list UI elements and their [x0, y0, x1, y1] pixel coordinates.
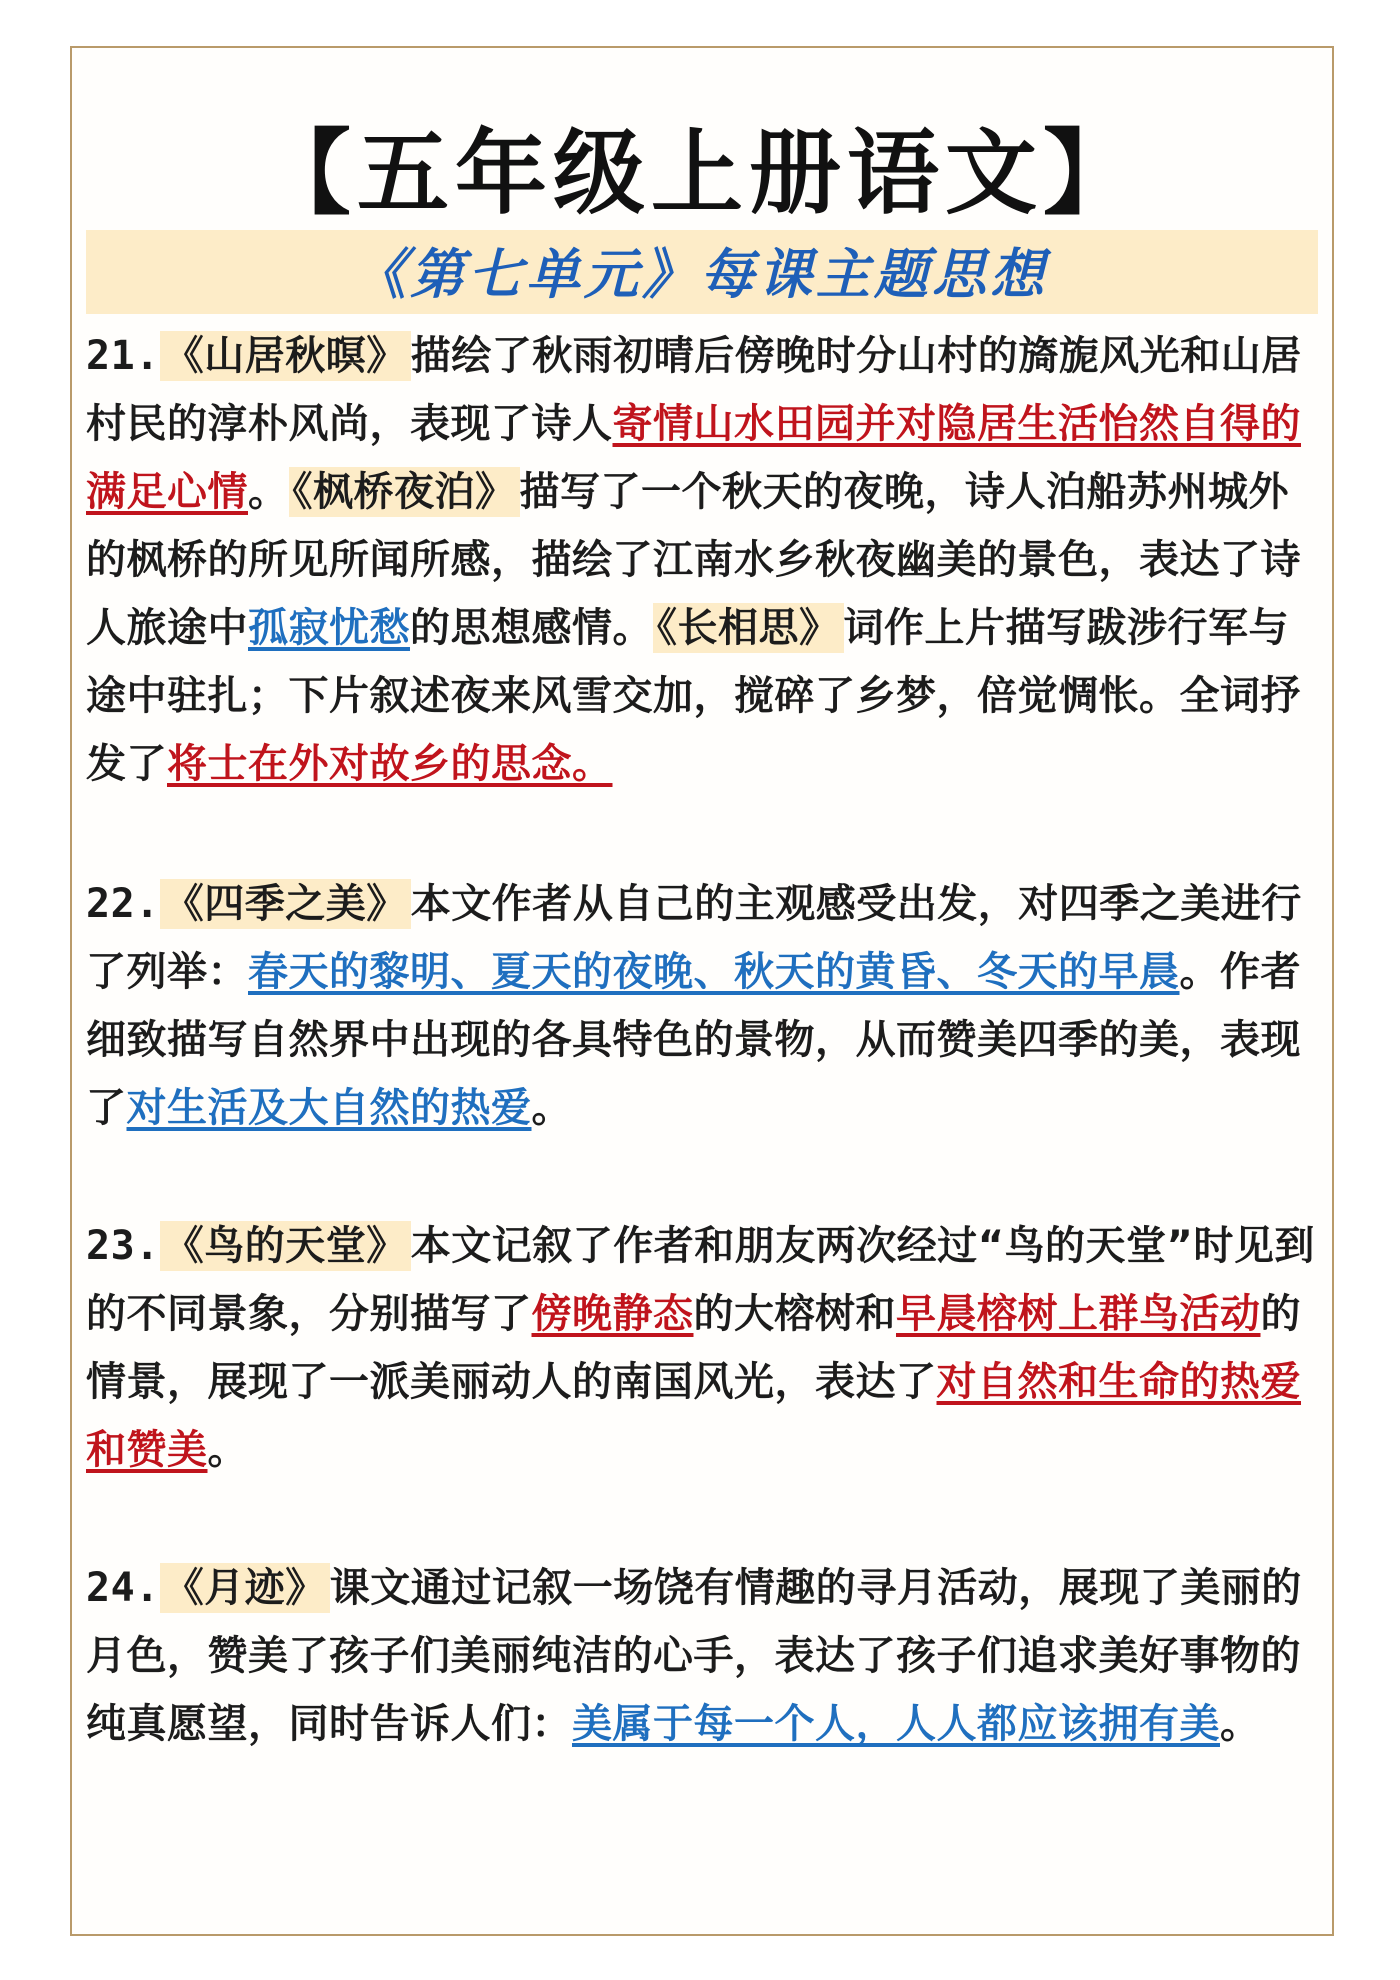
body-text: 。	[248, 469, 289, 515]
page-subtitle: 《第七单元》每课主题思想	[352, 242, 1048, 306]
body-text: 。	[1220, 1701, 1261, 1747]
key-phrase-red: 寄情山水田园并对隐居生活怡然自得的满足心情	[86, 401, 1301, 515]
body-text: 。	[531, 1085, 572, 1131]
body-text: 描绘了秋雨初晴后傍晚时分山村的旖旎风光和山居村民的淳朴风尚，表现了诗人	[86, 333, 1302, 447]
lesson-title: 《长相思》	[653, 603, 844, 653]
body-text: 的大榕树和	[693, 1291, 896, 1337]
body-text: 的思想感情。	[410, 605, 653, 651]
lesson-title: 《月迹》	[160, 1563, 330, 1613]
lesson-title: 《鸟的天堂》	[160, 1221, 411, 1271]
lesson-title: 《四季之美》	[160, 879, 411, 929]
key-phrase-blue: 春天的黎明、夏天的夜晚、秋天的黄昏、冬天的早晨	[248, 949, 1180, 995]
body-text: 本文记叙了作者和朋友两次经过“鸟的天堂”时见到的不同景象，分别描写了	[86, 1223, 1315, 1337]
body-text: 。	[207, 1427, 248, 1473]
key-phrase-red: 早晨榕树上群鸟活动	[896, 1291, 1261, 1337]
body-text: 本文作者从自己的主观感受出发，对四季之美进行了列举：	[86, 881, 1302, 995]
page-title: 【五年级上册语文】	[258, 119, 1141, 227]
lesson-title: 《枫桥夜泊》	[289, 467, 520, 517]
lesson-22	[86, 870, 1320, 1142]
lesson-23	[86, 1212, 1320, 1484]
key-phrase-red: 将士在外对故乡的思念。	[167, 741, 613, 787]
lesson-24	[86, 1554, 1320, 1758]
body-text: 词作上片描写跋涉行军与途中驻扎；下片叙述夜来风雪交加，搅碎了乡梦，倍觉惆怅。全词抒发了	[86, 605, 1301, 787]
lesson-number: 21.	[86, 333, 160, 379]
body-text: 课文通过记叙一场饶有情趣的寻月活动，展现了美丽的月色，赞美了孩子们美丽纯洁的心手，表达了孩子们追求美好事物的纯真愿望，同时告诉人们：	[86, 1565, 1302, 1747]
lesson-21	[86, 322, 1320, 798]
lesson-number: 23.	[86, 1223, 160, 1269]
lesson-title: 《山居秋暝》	[160, 331, 411, 381]
body-text: 的情景，展现了一派美丽动人的南国风光，表达了	[86, 1291, 1301, 1405]
key-phrase-blue: 对生活及大自然的热爱	[126, 1085, 532, 1131]
body-text: 。作者细致描写自然界中出现的各具特色的景物，从而赞美四季的美，表现了	[86, 949, 1301, 1131]
body-text: 描写了一个秋天的夜晚，诗人泊船苏州城外的枫桥的所见所闻所感，描绘了江南水乡秋夜幽美的景色，表达了诗人旅途中	[86, 469, 1301, 651]
lesson-number: 24.	[86, 1565, 160, 1611]
key-phrase-blue: 孤寂忧愁	[248, 605, 410, 651]
key-phrase-red: 傍晚静态	[531, 1291, 694, 1337]
lesson-number: 22.	[86, 881, 160, 927]
key-phrase-blue: 美属于每一个人，人人都应该拥有美	[572, 1701, 1220, 1747]
key-phrase-red: 对自然和生命的热爱和赞美	[86, 1359, 1301, 1473]
